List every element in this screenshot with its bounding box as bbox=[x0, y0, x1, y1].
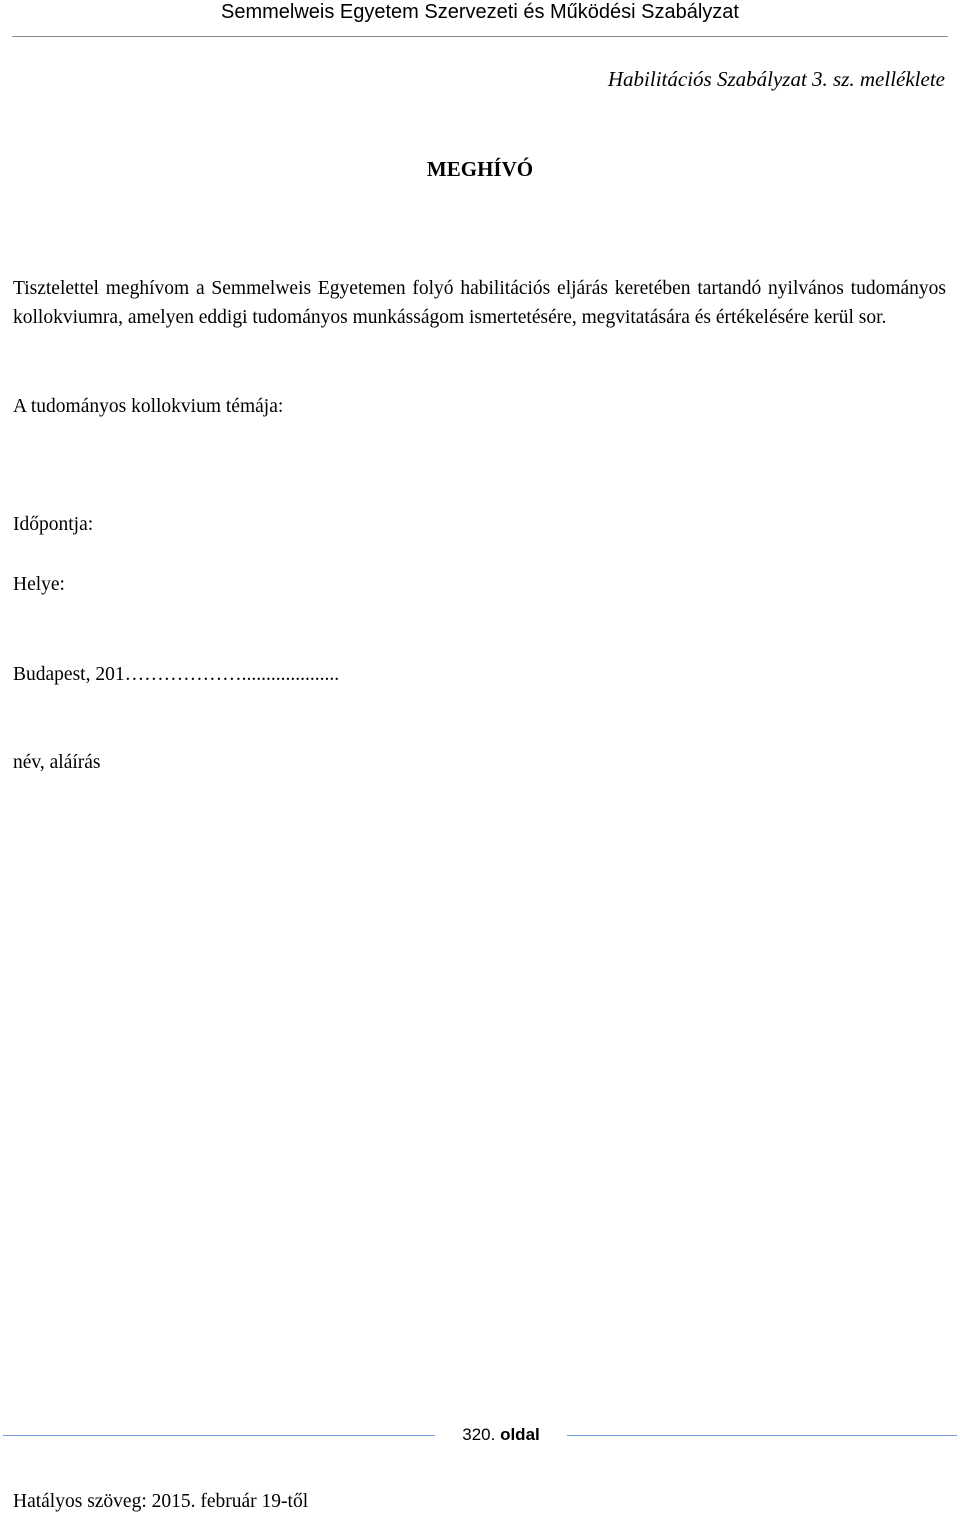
appendix-note: Habilitációs Szabályzat 3. sz. melléklete bbox=[607, 67, 945, 91]
topic-label: A tudományos kollokvium témája: bbox=[13, 396, 284, 417]
signature-label: név, aláírás bbox=[13, 752, 101, 773]
intro-paragraph: Tisztelettel meghívom a Semmelweis Egyetemen folyó habilitációs eljárás keretében tartandó nyilvános tudományos kollokviumra, amelyen eddigi tudományos munkásságom ismertetésére, megvitatására és értékelésére kerül sor. bbox=[13, 278, 946, 328]
page-number bbox=[440, 1424, 562, 1446]
place-label: Helye: bbox=[13, 574, 65, 595]
running-header: Semmelweis Egyetem Szervezeti és Működési Szabályzat bbox=[221, 1, 739, 23]
header-divider bbox=[12, 36, 948, 37]
footer-divider-right bbox=[567, 1435, 957, 1436]
footer-divider-left bbox=[3, 1435, 435, 1436]
date-label: Időpontja: bbox=[13, 514, 94, 535]
effective-date-note: Hatályos szöveg: 2015. február 19-től bbox=[13, 1491, 309, 1512]
page-number-label: oldal bbox=[500, 1425, 540, 1444]
page-title: MEGHÍVÓ bbox=[426, 157, 534, 181]
city-date-line: Budapest, 201……………….................... bbox=[13, 664, 340, 685]
page-number-value: 320. bbox=[462, 1425, 496, 1444]
